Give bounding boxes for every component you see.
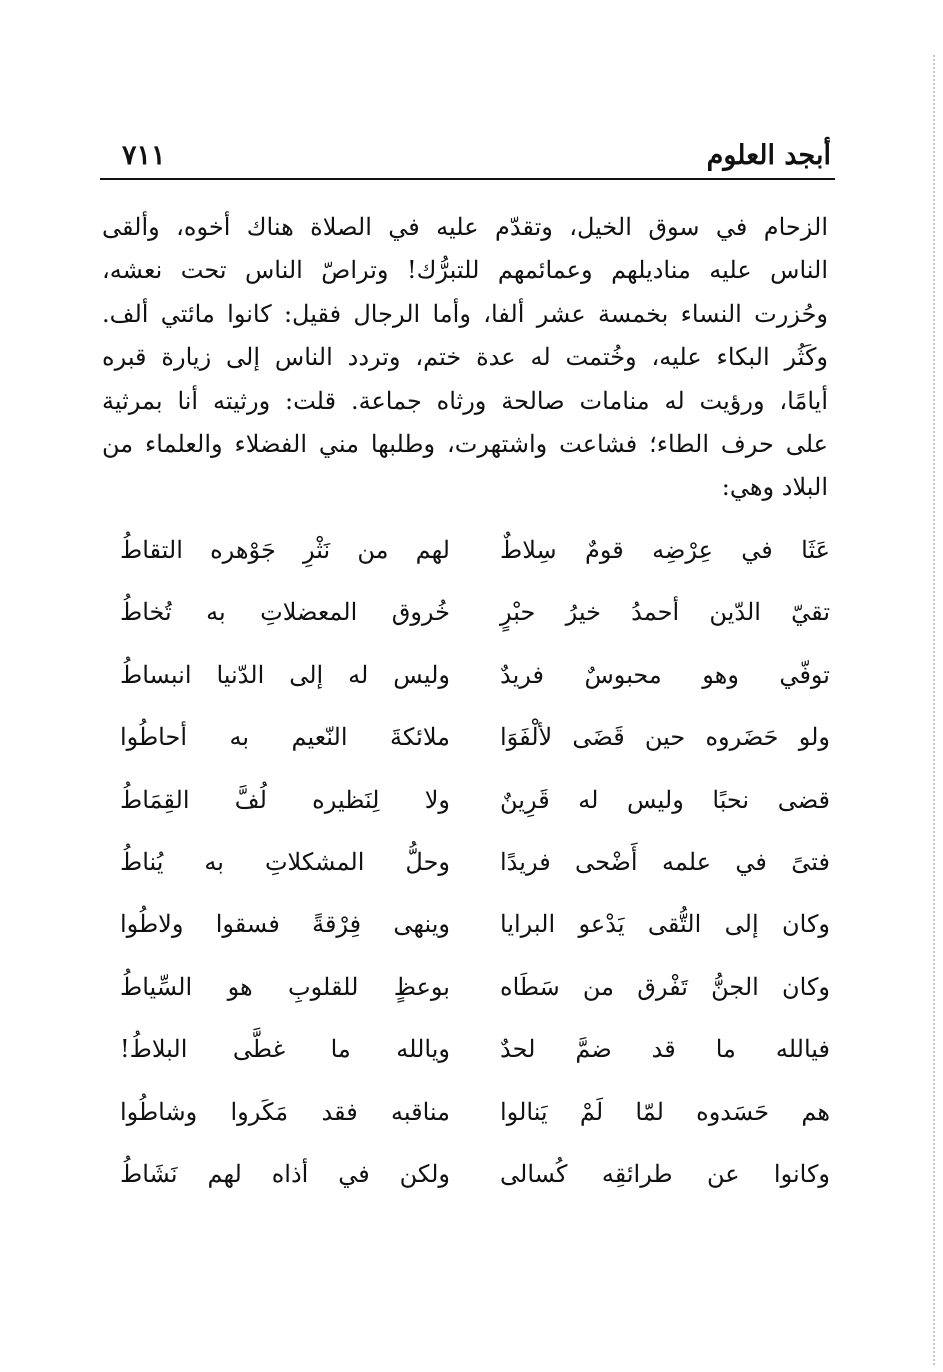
poem-verse <box>120 713 830 775</box>
prose-line: وكَثُر البكاء عليه، وخُتمت له عدة ختم، وتردد الناس إلى زيارة قبره <box>102 343 828 372</box>
verse-first-hemistich: توفّي وهو محبوسٌ فريدٌ <box>500 660 830 689</box>
prose-line: البلاد وهي: <box>721 473 828 502</box>
page-number: ٧١١ <box>122 140 166 171</box>
prose-paragraph <box>102 206 828 510</box>
verse-second-hemistich: مناقبه فقد مَكَروا وشاطُوا <box>120 1097 450 1126</box>
verse-second-hemistich: لهم من نَثْرِ جَوْهره التقاطُ <box>120 536 450 564</box>
poem-verse <box>120 776 830 838</box>
poem-verse <box>120 1088 830 1150</box>
verse-first-hemistich: هم حَسَدوه لمّا لَمْ يَنالوا <box>500 1097 830 1126</box>
poem-verse <box>120 588 830 650</box>
poem-verse <box>120 838 830 900</box>
verse-second-hemistich: ملائكةَ النّعيم به أحاطُوا <box>120 723 450 752</box>
verse-first-hemistich: وكان الجنُّ تَفْرق من سَطَاه <box>500 972 830 1001</box>
verse-first-hemistich: وكانوا عن طرائقِه كُسالى <box>500 1159 830 1188</box>
verse-first-hemistich: تقيّ الدّين أحمدُ خيرُ حبْرٍ <box>500 598 830 627</box>
poem-verse <box>120 1150 830 1212</box>
prose-line: أيامًا، ورؤيت له منامات صالحة ورثاه جماعة. قلت: ورثيته أنا بمرثية <box>102 386 828 415</box>
poem-verse <box>120 1025 830 1087</box>
running-title: أبجد العلوم <box>706 140 831 171</box>
verse-first-hemistich: فيالله ما قد ضمَّ لحدٌ <box>500 1035 830 1064</box>
elegy-poem <box>120 526 830 1212</box>
poem-verse <box>120 526 830 588</box>
verse-second-hemistich: ولكن في أذاه لهم نَشَاطُ <box>120 1159 450 1188</box>
verse-first-hemistich: عَثَا في عِرْضِه قومٌ سِلاطٌ <box>500 536 830 564</box>
verse-second-hemistich: وليس له إلى الدّنيا انبساطُ <box>120 660 450 689</box>
prose-line: على حرف الطاء؛ فشاعت واشتهرت، وطلبها مني الفضلاء والعلماء من <box>102 430 828 459</box>
scan-margin-dots <box>929 55 935 1365</box>
verse-second-hemistich: وينهى فِرْقةً فسقوا ولاطُوا <box>120 910 450 939</box>
verse-second-hemistich: وحلُّ المشكلاتِ به يُناطُ <box>120 847 450 876</box>
verse-first-hemistich: قضى نحبًا وليس له قَرِينٌ <box>500 785 830 814</box>
verse-first-hemistich: فتىً في علمه أَضْحى فريدًا <box>500 847 830 876</box>
prose-line: الناس عليه مناديلهم وعمائمهم للتبرُّك! وتراصّ الناس تحت نعشه، <box>102 256 828 285</box>
page-header <box>100 136 835 180</box>
verse-first-hemistich: ولو حَضَروه حين قَضَى لألْفَوَا <box>500 723 830 752</box>
prose-line: وحُزرت النساء بخمسة عشر ألفا، وأما الرجال فقيل: كانوا مائتي ألف. <box>102 299 828 328</box>
prose-line: الزحام في سوق الخيل، وتقدّم عليه في الصلاة هناك أخوه، وألقى <box>102 213 828 241</box>
verse-second-hemistich: ولا لِنَظيره لُفَّ القِمَاطُ <box>120 785 450 814</box>
verse-second-hemistich: بوعظٍ للقلوبِ هو السِّياطُ <box>120 972 450 1001</box>
poem-verse <box>120 900 830 962</box>
verse-second-hemistich: ويالله ما غطَّى البلاطُ! <box>120 1035 450 1064</box>
poem-verse <box>120 651 830 713</box>
verse-second-hemistich: خُروق المعضلاتِ به تُخاطُ <box>120 598 450 627</box>
poem-verse <box>120 963 830 1025</box>
verse-first-hemistich: وكان إلى التُّقى يَدْعو البرايا <box>500 910 830 939</box>
